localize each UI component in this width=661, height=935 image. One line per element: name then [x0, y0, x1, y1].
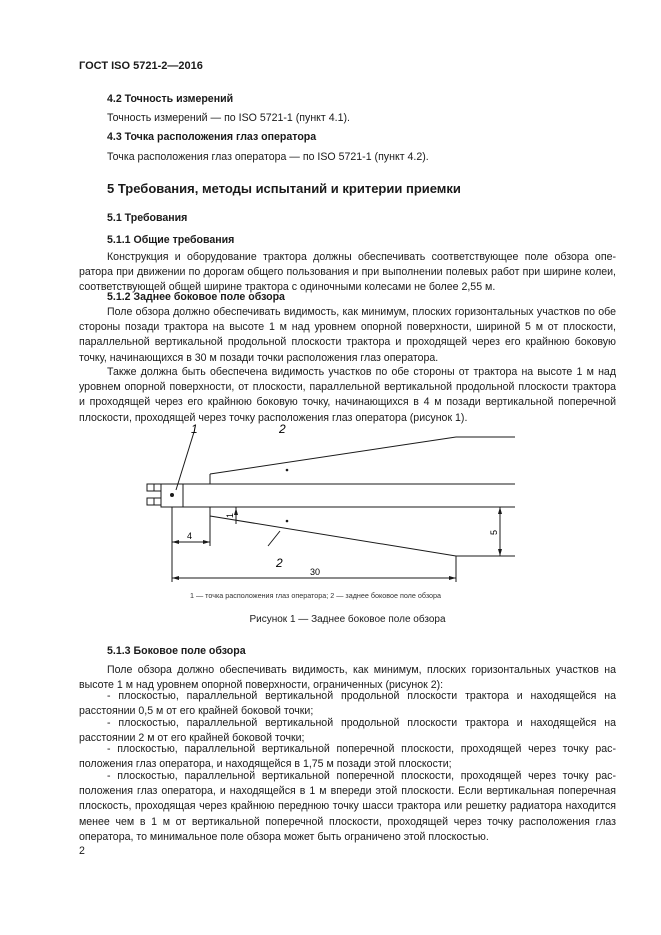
figure-label-2-bottom: 2 — [276, 556, 283, 570]
section-4-3-text: Точка расположения глаз оператора — по ISO 5721-1 (пункт 4.2). — [107, 151, 429, 163]
figure-1-legend: 1 — точка расположения глаз оператора; 2 — заднее боковое поле обзора — [190, 591, 442, 600]
dimension-4: 4 — [187, 531, 193, 541]
section-5-1-3-title: 5.1.3 Боковое поле обзора — [107, 645, 246, 657]
section-5-1-1-title: 5.1.1 Общие требования — [107, 234, 235, 246]
bullet-item-4: - плоскостью, параллельной вертикальной поперечной плоскости, проходящей через точку расположения глаз оператора, и находящейся в 1 м впереди этой плоскости. Если вертикальная поперечная плоскость, проходящая через крайнюю переднюю точку шасси трактора или решетку радиатора находится менее чем в 1 м от вертикальной поперечной плоскости, проходящей через точку расположения глаз оператора, то минимальное поле обзора может быть ограничено этой плоскостью. — [79, 770, 616, 843]
dimension-5: 5 — [489, 529, 499, 535]
figure-label-1: 1 — [191, 422, 198, 436]
bullet-item-2: - плоскостью, параллельной вертикальной продольной плоскости трактора и находящейся на расстоянии 2 м от его крайней боковой точки; — [79, 717, 616, 745]
section-4-3-title: 4.3 Точка расположения глаз оператора — [107, 131, 317, 143]
bullet-item-1: - плоскостью, параллельной вертикальной продольной плоскости трактора и находящейся на расстоянии 0,5 м от его крайней боковой точки; — [79, 690, 616, 718]
bullet-item-3: - плоскостью, параллельной вертикальной поперечной плоскости, проходящей через точку расположения глаз оператора, и находящейся в 1,75 м позади этой плоскости; — [79, 743, 616, 771]
page-number: 2 — [79, 845, 85, 857]
section-5-1-2-title: 5.1.2 Заднее боковое поле обзора — [107, 291, 285, 303]
section-4-2-text: Точность измерений — по ISO 5721-1 (пункт 4.1). — [107, 112, 350, 124]
section-5-1-1-text: Конструкция и оборудование трактора должны обеспечивать соответствующее поле обзора оператора при движении по дорогам общего пользования и при выполнении полевых работ при ширине колеи, соответствующей общей ширине трактора с одиночными колесами не более 2,55 м. — [79, 251, 616, 294]
document-header: ГОСТ ISO 5721-2—2016 — [79, 60, 203, 72]
dimension-1: 1 — [225, 512, 235, 518]
figure-1-caption: Рисунок 1 — Заднее боковое поле обзора — [249, 614, 446, 625]
dimension-30: 30 — [310, 567, 321, 577]
section-5-1-2-para-2: Также должна быть обеспечена видимость участков по обе стороны от трактора на высоте 1 м над уровнем опорной поверхности, от плоскости, параллельной вертикальной продольной плоскости трактора и проходящей через его крайнюю боковую точку, начинающихся в 4 м позади вертикальной поперечной плоскости, проходящей через точку расположения глаз оператора (рисунок 1). — [79, 366, 616, 424]
section-5-1-3-para-1: Поле обзора должно обеспечивать видимость, как минимум, плоских горизонтальных участков на высоте 1 м над уровнем опорной поверхности, ограниченных (рисунок 2): — [79, 664, 616, 692]
operator-eye-point — [170, 493, 174, 497]
section-5-1-title: 5.1 Требования — [107, 212, 188, 224]
section-4-2-title: 4.2 Точность измерений — [107, 93, 234, 105]
section-5-1-2-para-1: Поле обзора должно обеспечивать видимость, как минимум, плоских горизонтальных участков по обе стороны позади трактора на высоте 1 м над уровнем опорной поверхности, шириной 5 м от плоскости, параллельной вертикальной продольной плоскости трактора и проходящей через его крайнюю боковую точку, начинающихся в 30 м позади точки расположения глаз оператора. — [79, 306, 616, 364]
upper-zone-edge — [210, 437, 456, 474]
figure-label-2-top: 2 — [279, 422, 286, 436]
figure-1-diagram — [140, 418, 520, 608]
lower-zone-edge — [210, 516, 456, 556]
section-5-title: 5 Требования, методы испытаний и критерии приемки — [107, 181, 461, 196]
